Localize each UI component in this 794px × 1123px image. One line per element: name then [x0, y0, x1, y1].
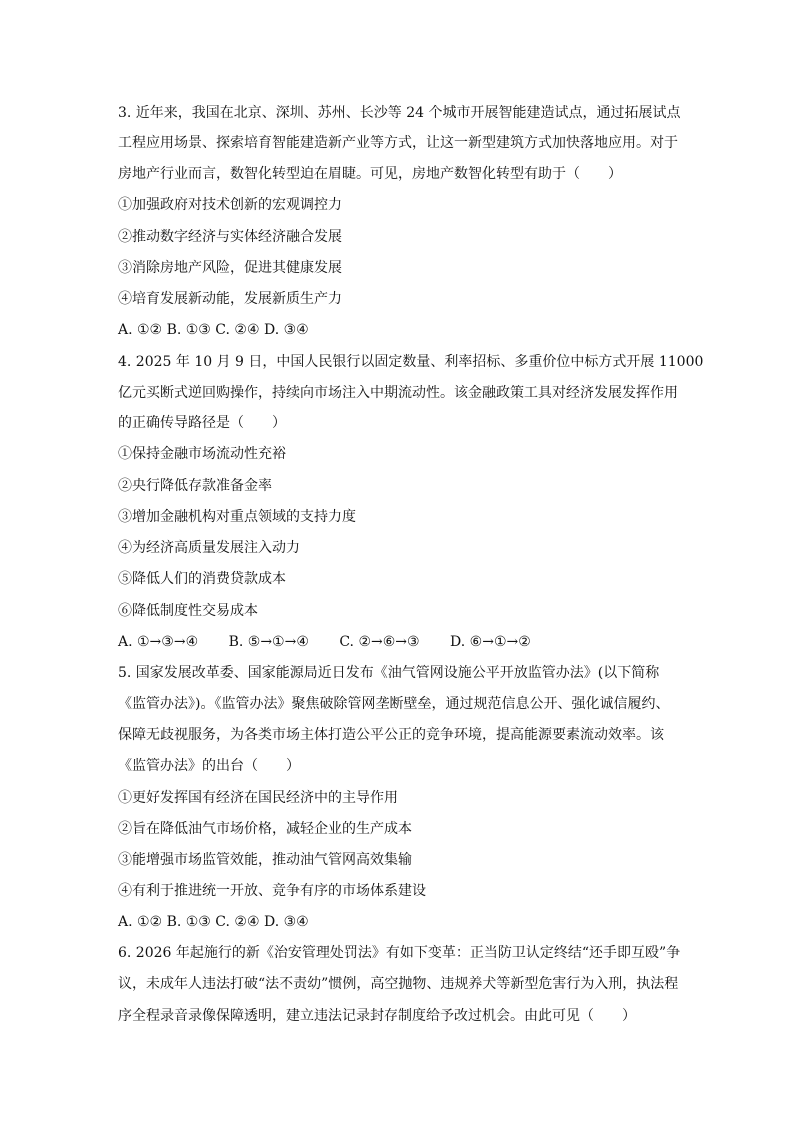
q5-item-3: ③能增强市场监管效能，推动油气管网高效集输: [118, 852, 412, 868]
q4-choice-a: A. ①→③→④: [118, 634, 199, 650]
q3-item-1: ①加强政府对技术创新的宏观调控力: [118, 197, 342, 213]
q4-item-5: ⑤降低人们的消费贷款成本: [118, 571, 286, 587]
q4-item-4: ④为经济高质量发展注入动力: [118, 540, 300, 556]
q5-stem-line-3: 保障无歧视服务，为各类市场主体打造公平公正的竞争环境，提高能源要素流动效率。该: [118, 727, 664, 743]
q5-stem-line-4: 《监管办法》的出台（ ）: [118, 758, 300, 774]
q3-item-2: ②推动数字经济与实体经济融合发展: [118, 229, 342, 245]
q3-stem-line-2: 工程应用场景、探索培育智能建造新产业等方式，让这一新型建筑方式加快落地应用。对于: [118, 135, 678, 151]
q4-choices: [118, 632, 678, 652]
q3-choices: A. ①② B. ①③ C. ②④ D. ③④: [118, 322, 309, 338]
q3-item-4: ④培育发展新动能，发展新质生产力: [118, 291, 342, 307]
q4-item-2: ②央行降低存款准备金率: [118, 478, 272, 494]
q4-item-6: ⑥降低制度性交易成本: [118, 603, 258, 619]
q4-choice-d: D. ⑥→①→②: [450, 634, 531, 650]
q3-stem-line-3: 房地产行业而言，数智化转型迫在眉睫。可见，房地产数智化转型有助于（ ）: [118, 166, 622, 182]
q4-item-3: ③增加金融机构对重点领域的支持力度: [118, 509, 356, 525]
q5-item-4: ④有利于推进统一开放、竞争有序的市场体系建设: [118, 883, 426, 899]
q4-stem-line-3: 的正确传导路径是（ ）: [118, 415, 286, 431]
q6-stem-line-1: 6. 2026 年起施行的新《治安管理处罚法》有如下变革：正当防卫认定终结“还手即互殴”争: [118, 945, 681, 961]
q5-stem-line-1: 5. 国家发展改革委、国家能源局近日发布《油气管网设施公平开放监管办法》(以下简称: [118, 665, 660, 681]
q6-stem-line-3: 序全程录音录像保障透明，建立违法记录封存制度给予改过机会。由此可见（ ）: [118, 1008, 636, 1024]
q4-choice-b: B. ⑤→①→④: [228, 634, 309, 650]
q5-stem-line-2: 《监管办法》)。《监管办法》聚焦破除管网垄断壁垒，通过规范信息公开、强化诚信履约、: [118, 696, 670, 712]
q4-stem-line-1: 4. 2025 年 10 月 9 日，中国人民银行以固定数量、利率招标、多重价位中标方式开展 11000: [118, 354, 704, 370]
q5-choices: A. ①② B. ①③ C. ②④ D. ③④: [118, 914, 309, 930]
q5-item-2: ②旨在降低油气市场价格，减轻企业的生产成本: [118, 821, 412, 837]
q5-item-1: ①更好发挥国有经济在国民经济中的主导作用: [118, 790, 398, 806]
q3-stem-line-1: 3. 近年来，我国在北京、深圳、苏州、长沙等 24 个城市开展智能建造试点，通过拓展试点: [118, 105, 681, 121]
q4-choice-c: C. ②→⑥→③: [339, 634, 420, 650]
q4-item-1: ①保持金融市场流动性充裕: [118, 446, 286, 462]
q3-item-3: ③消除房地产风险，促进其健康发展: [118, 260, 342, 276]
q6-stem-line-2: 议，未成年人违法打破“法不责幼”惯例，高空抛物、违规养犬等新型危害行为入刑，执法程: [118, 976, 679, 992]
q4-stem-line-2: 亿元买断式逆回购操作，持续向市场注入中期流动性。该金融政策工具对经济发展发挥作用: [118, 385, 678, 401]
